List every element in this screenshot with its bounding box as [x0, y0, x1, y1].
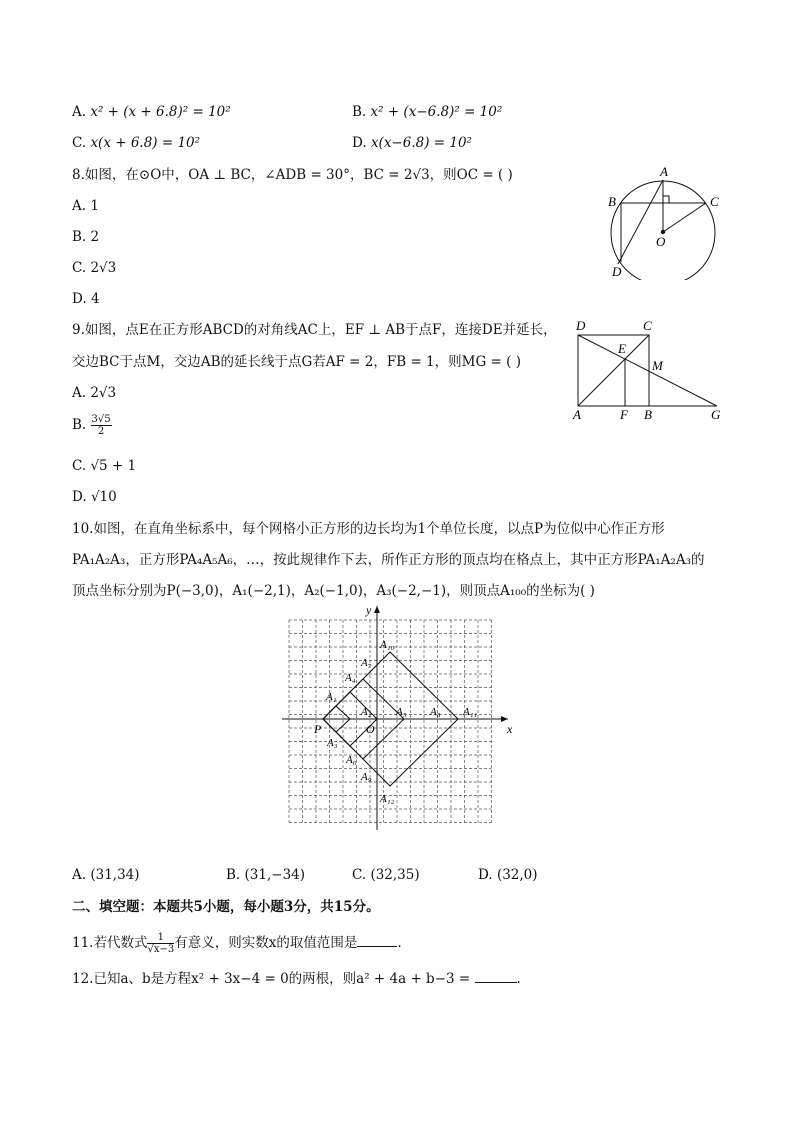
option-label: A.: [72, 867, 87, 883]
label-a12: A₁₂: [380, 793, 395, 805]
label-a: A: [573, 407, 581, 422]
fraction-denominator: 2: [97, 426, 105, 437]
label-a3: A₃: [327, 737, 338, 749]
label-b: B: [644, 407, 652, 422]
option-text: 1: [90, 198, 99, 214]
q9-stem-line1: 9.如图，点E在正方形ABCD的对角线AC上，EF ⊥ AB于点F，连接DE并延长，: [72, 322, 557, 338]
answer-blank: [357, 934, 397, 947]
option-text: (31,−34): [244, 867, 306, 883]
fraction-denominator: √x−3: [147, 944, 175, 955]
q9-stem-line2: 交边BC于点M，交边AB的延长线于点G若AF = 2，FB = 1，则MG = ( ): [72, 354, 521, 370]
option-text: 2√3: [90, 385, 117, 401]
label-b: B: [608, 194, 616, 209]
label-a10: A₁₀: [380, 639, 395, 651]
label-a: A: [660, 164, 668, 179]
label-p: P: [314, 722, 322, 736]
option-label: C.: [72, 135, 87, 151]
option-label: C.: [72, 458, 87, 474]
label-c: C: [643, 318, 652, 333]
q12-end: .: [516, 971, 521, 987]
q8-option-a: [72, 197, 99, 215]
q10-option-d: [478, 866, 538, 884]
y-axis-arrow: [374, 606, 380, 613]
option-text: √5 + 1: [90, 458, 137, 474]
segment-da: [618, 180, 663, 264]
option-label: A.: [72, 385, 87, 401]
q8-option-d: [72, 290, 100, 308]
q9-option-b: [72, 414, 112, 437]
option-fraction: [91, 414, 112, 437]
label-m: M: [652, 358, 663, 373]
q10-option-c: [352, 866, 420, 884]
label-o: O: [656, 234, 666, 249]
q10-stem-line2: PA₁A₂A₃，正方形PA₄A₅A₆，…，按此规律作下去，所作正方形的顶点均在格点上，其中正方形PA₁A₂A₃的: [72, 552, 705, 568]
option-label: D.: [478, 867, 493, 883]
option-label: D.: [352, 135, 367, 151]
option-text: x² + (x + 6.8)² = 10²: [90, 104, 231, 120]
option-label: A.: [72, 104, 87, 120]
label-a4: A₄: [345, 672, 356, 684]
option-text: (32,0): [496, 867, 538, 883]
label-x: x: [507, 722, 512, 736]
fraction-numerator: 1: [147, 932, 174, 944]
right-angle-mark: [663, 196, 669, 203]
answer-blank: [475, 970, 517, 983]
q10-option-b: [226, 866, 305, 884]
q7-option-d: [352, 134, 472, 152]
option-label: D.: [72, 291, 87, 307]
option-text: 2: [90, 229, 100, 245]
label-d: D: [576, 318, 586, 333]
option-label: B.: [352, 104, 367, 120]
q10-option-a: [72, 866, 140, 884]
option-text: x(x + 6.8) = 10²: [90, 135, 201, 151]
option-text: x² + (x−6.8)² = 10²: [370, 104, 503, 120]
label-a2: A₂: [361, 706, 372, 718]
label-e: E: [618, 341, 626, 356]
section-heading: 二、填空题：本题共5小题，每小题3分，共15分。: [72, 899, 380, 915]
label-c: C: [710, 194, 719, 209]
q12-text: 12.已知a、b是方程x² + 3x−4 = 0的两根，则a² + 4a + b−3 =: [72, 971, 471, 987]
label-a7: A₇: [361, 657, 372, 669]
q11-stem: [72, 932, 402, 955]
fraction-numerator: 3√5: [91, 414, 111, 425]
q9-option-c: [72, 457, 136, 475]
q7-option-a: [72, 103, 231, 121]
option-label: C.: [352, 867, 367, 883]
q10-stem-line1: 10.如图，在直角坐标系中，每个网格小正方形的边长均为1个单位长度，以点P为位似中心作正方形: [72, 521, 665, 537]
q8-stem: 8.如图，在⊙O中，OA ⊥ BC，∠ADB = 30°，BC = 2√3，则OC = ( ): [72, 167, 513, 183]
label-a11: A₁₁: [463, 706, 478, 718]
option-text: (31,34): [90, 867, 140, 883]
q11-prefix: 11.若代数式: [72, 935, 148, 951]
line-dg: [578, 335, 717, 406]
label-a9: A₉: [361, 771, 372, 783]
label-a8: A₈: [430, 706, 441, 718]
q11-suffix: 有意义，则实数x的取值范围是: [174, 935, 358, 951]
option-text: x(x−6.8) = 10²: [370, 135, 472, 151]
q11-fraction: [147, 932, 174, 955]
option-label: A.: [72, 198, 87, 214]
q8-circle-figure: [600, 160, 730, 280]
q9-option-a: [72, 384, 116, 402]
q7-option-b: [352, 103, 502, 121]
q10-stem-line3: 顶点坐标分别为P(−3,0)，A₁(−2,1)，A₂(−1,0)，A₃(−2,−1)，则顶点A₁₀₀的坐标为( ): [72, 583, 595, 599]
q7-option-c: [72, 134, 200, 152]
option-text: √10: [90, 489, 117, 505]
option-label: C.: [72, 260, 87, 276]
option-label: B.: [226, 867, 241, 883]
q8-option-c: [72, 259, 116, 277]
q11-end: .: [397, 935, 402, 951]
q9-option-d: [72, 488, 117, 506]
q10-grid-figure: [280, 602, 512, 832]
label-y: y: [366, 603, 372, 617]
diagonal-ac: [578, 335, 649, 406]
label-a1: A₁: [326, 691, 337, 703]
option-label: B.: [72, 229, 87, 245]
option-text: 2√3: [90, 260, 117, 276]
label-f: F: [620, 407, 628, 422]
segment-oc: [663, 203, 706, 232]
option-text: 4: [90, 291, 100, 307]
option-label: B.: [72, 417, 87, 433]
label-g: G: [711, 407, 721, 422]
option-label: D.: [72, 489, 87, 505]
label-a5: A₅: [396, 706, 407, 718]
q9-square-figure: [566, 316, 732, 426]
label-d: D: [612, 264, 622, 279]
label-o: O: [366, 722, 375, 736]
label-a6: A₆: [346, 754, 357, 766]
q8-option-b: [72, 228, 99, 246]
q12-stem: [72, 970, 521, 988]
option-text: (32,35): [370, 867, 420, 883]
